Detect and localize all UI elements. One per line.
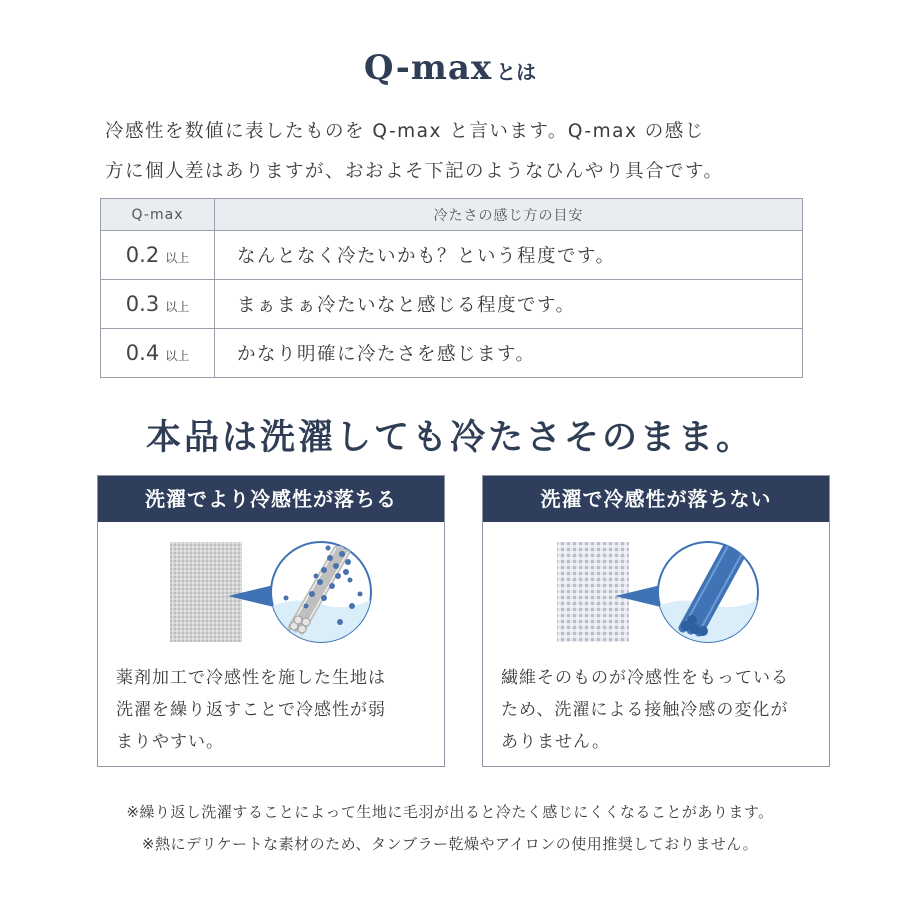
qmax-table (100, 198, 803, 378)
table-row (101, 329, 803, 378)
qmax-value: 0.4 (125, 341, 160, 365)
intro-line-2: 方に個人差はありますが、おおよそ下記のようなひんやり具合です。 (105, 161, 724, 182)
intro-text (105, 112, 805, 192)
table-row (101, 280, 803, 329)
text-line: 薬剤加工で冷感性を施した生地は (116, 668, 386, 688)
comparison-box-intrinsic (482, 475, 830, 767)
footnote: ※熱にデリケートな素材のため、タンブラー乾燥やアイロンの使用推奨しておりません。 (141, 835, 759, 853)
fabric-swatch-blue (557, 542, 629, 642)
footnote: ※繰り返し洗濯することによって生地に毛羽が出ると冷たく感じにくくなることがあります。 (126, 803, 774, 821)
page-title (0, 48, 900, 88)
intro-line-1: 冷感性を数値に表したものを Q-max と言います。Q-max の感じ (105, 121, 705, 142)
qmax-description: かなり明確に冷たさを感じます。 (215, 329, 803, 378)
table-header-row (101, 199, 803, 231)
comparison-heading-treated: 洗濯でより冷感性が落ちる (98, 476, 444, 522)
qmax-unit: 以上 (165, 251, 190, 265)
treated-fiber-illustration (98, 536, 444, 646)
qmax-unit: 以上 (165, 349, 190, 363)
qmax-value-cell (101, 280, 215, 329)
table-header-qmax: Q-max (101, 199, 215, 231)
text-line: 繊維そのものが冷感性をもっている (501, 668, 789, 688)
title-suffix: とは (496, 60, 537, 84)
qmax-description: なんとなく冷たいかも？という程度です。 (215, 231, 803, 280)
intrinsic-fiber-illustration (483, 536, 829, 646)
comparison-box-treated (97, 475, 445, 767)
comparison-text-treated (116, 662, 436, 758)
comparison-heading-intrinsic: 洗濯で冷感性が落ちない (483, 476, 829, 522)
fabric-swatch-gray (170, 542, 242, 642)
text-line: ありません。 (501, 732, 611, 752)
comparison-text-intrinsic (501, 662, 821, 758)
table-row (101, 231, 803, 280)
headline: 本品は洗濯しても冷たさそのまま。 (145, 417, 754, 458)
text-line: 洗濯を繰り返すことで冷感性が弱 (116, 700, 386, 720)
qmax-unit: 以上 (165, 300, 190, 314)
qmax-value-cell (101, 329, 215, 378)
text-line: まりやすい。 (116, 732, 224, 752)
text-line: ため、洗濯による接触冷感の変化が (501, 700, 789, 720)
qmax-value: 0.2 (125, 243, 160, 267)
qmax-value: 0.3 (125, 292, 160, 316)
title-main: Q-max (363, 48, 493, 88)
footnotes (0, 796, 900, 860)
qmax-description: まぁまぁ冷たいなと感じる程度です。 (215, 280, 803, 329)
table-header-description: 冷たさの感じ方の目安 (215, 199, 803, 231)
qmax-value-cell (101, 231, 215, 280)
